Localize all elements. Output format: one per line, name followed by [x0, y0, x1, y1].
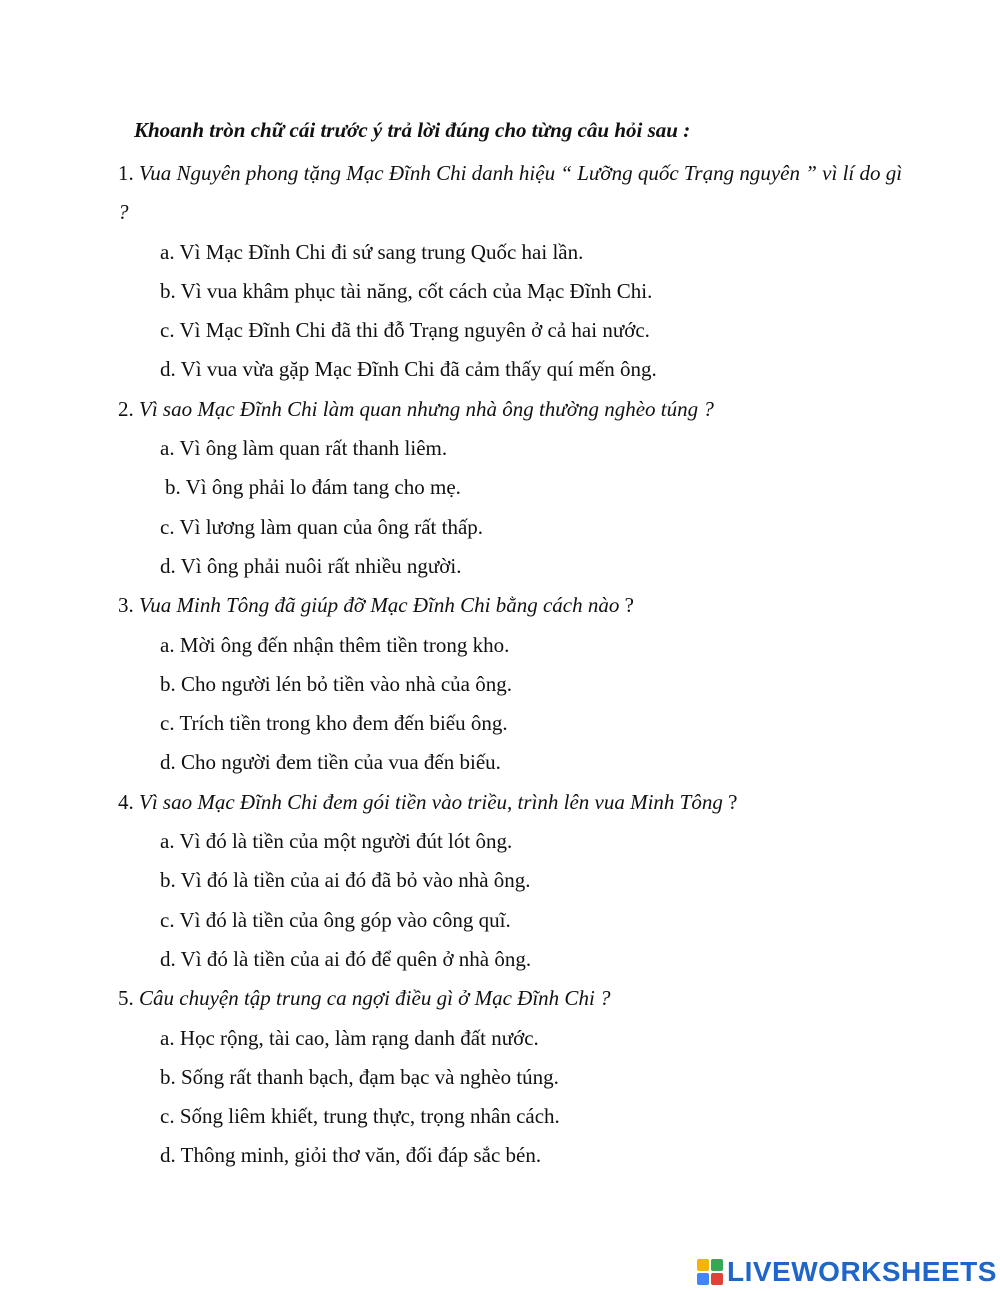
option-d[interactable]: d. Cho người đem tiền của vua đến biếu.: [160, 750, 501, 775]
question-list: [118, 154, 908, 1176]
option-list: [118, 429, 908, 586]
question-text: Vua Nguyên phong tặng Mạc Đĩnh Chi danh hiệu “ Lưỡng quốc Trạng nguyên ” vì lí do gì ?: [118, 161, 903, 225]
question-number: 3.: [118, 593, 134, 618]
option-d[interactable]: d. Vì ông phải nuôi rất nhiều người.: [160, 553, 462, 578]
option-b[interactable]: b. Vì ông phải lo đám tang cho mẹ.: [165, 475, 461, 500]
option-list: [118, 822, 908, 979]
question-text: Câu chuyện tập trung ca ngợi điều gì ở Mạc Đĩnh Chi ?: [139, 986, 611, 1011]
question-5-prompt: [118, 979, 908, 1018]
question-tail: ?: [619, 593, 634, 618]
option-a[interactable]: a. Vì đó là tiền của một người đút lót ông.: [160, 829, 513, 854]
question-3-prompt: [118, 586, 908, 625]
question-1: [118, 154, 908, 390]
option-c[interactable]: c. Vì Mạc Đĩnh Chi đã thi đỗ Trạng nguyên ở cả hai nước.: [160, 318, 650, 343]
option-c[interactable]: c. Trích tiền trong kho đem đến biếu ông.: [160, 711, 508, 736]
question-4-prompt: [118, 783, 908, 822]
question-text: Vì sao Mạc Đĩnh Chi đem gói tiền vào triều, trình lên vua Minh Tông: [139, 789, 723, 814]
option-a[interactable]: a. Mời ông đến nhận thêm tiền trong kho.: [160, 632, 510, 657]
option-c[interactable]: c. Vì đó là tiền của ông góp vào công quĩ.: [160, 907, 511, 932]
question-number: 2.: [118, 396, 134, 421]
logo-square: [697, 1273, 709, 1285]
question-3: [118, 586, 908, 782]
question-tail: ?: [722, 789, 738, 814]
question-text: Vua Minh Tông đã giúp đỡ Mạc Đĩnh Chi bằng cách nào: [139, 593, 620, 618]
option-b[interactable]: b. Vì đó là tiền của ai đó đã bỏ vào nhà ông.: [160, 868, 531, 893]
question-number: 1.: [118, 161, 134, 185]
question-1-prompt: [118, 154, 908, 233]
option-b[interactable]: b. Sống rất thanh bạch, đạm bạc và nghèo túng.: [160, 1064, 559, 1089]
option-list: [118, 626, 908, 783]
question-number: 4.: [118, 789, 134, 814]
liveworksheets-logo-icon: [697, 1259, 723, 1285]
question-5: [118, 979, 908, 1175]
option-a[interactable]: a. Học rộng, tài cao, làm rạng danh đất nước.: [160, 1025, 539, 1050]
option-list: [118, 233, 908, 390]
liveworksheets-logo[interactable]: [697, 1255, 997, 1289]
option-b[interactable]: b. Vì vua khâm phục tài năng, cốt cách của Mạc Đĩnh Chi.: [160, 278, 653, 303]
option-d[interactable]: d. Thông minh, giỏi thơ văn, đối đáp sắc bén.: [160, 1143, 542, 1168]
option-b[interactable]: b. Cho người lén bỏ tiền vào nhà của ông.: [160, 671, 513, 696]
question-number: 5.: [118, 986, 134, 1011]
option-d[interactable]: d. Vì vua vừa gặp Mạc Đĩnh Chi đã cảm thấy quí mến ông.: [160, 357, 657, 382]
question-text: Vì sao Mạc Đĩnh Chi làm quan nhưng nhà ông thường nghèo túng ?: [139, 396, 714, 421]
question-2: [118, 390, 908, 586]
logo-square: [711, 1259, 723, 1271]
instruction-text: Khoanh tròn chữ cái trước ý trả lời đúng cho từng câu hỏi sau :: [134, 118, 691, 142]
logo-square: [711, 1273, 723, 1285]
option-c[interactable]: c. Vì lương làm quan của ông rất thấp.: [160, 514, 484, 539]
option-a[interactable]: a. Vì ông làm quan rất thanh liêm.: [160, 436, 448, 461]
option-c[interactable]: c. Sống liêm khiết, trung thực, trọng nhân cách.: [160, 1104, 560, 1129]
option-d[interactable]: d. Vì đó là tiền của ai đó để quên ở nhà ông.: [160, 946, 532, 971]
question-2-prompt: [118, 390, 908, 429]
question-4: [118, 783, 908, 979]
option-list: [118, 1019, 908, 1176]
brand-name: LIVEWORKSHEETS: [727, 1256, 997, 1287]
logo-square: [697, 1259, 709, 1271]
option-a[interactable]: a. Vì Mạc Đĩnh Chi đi sứ sang trung Quốc hai lần.: [160, 239, 584, 264]
